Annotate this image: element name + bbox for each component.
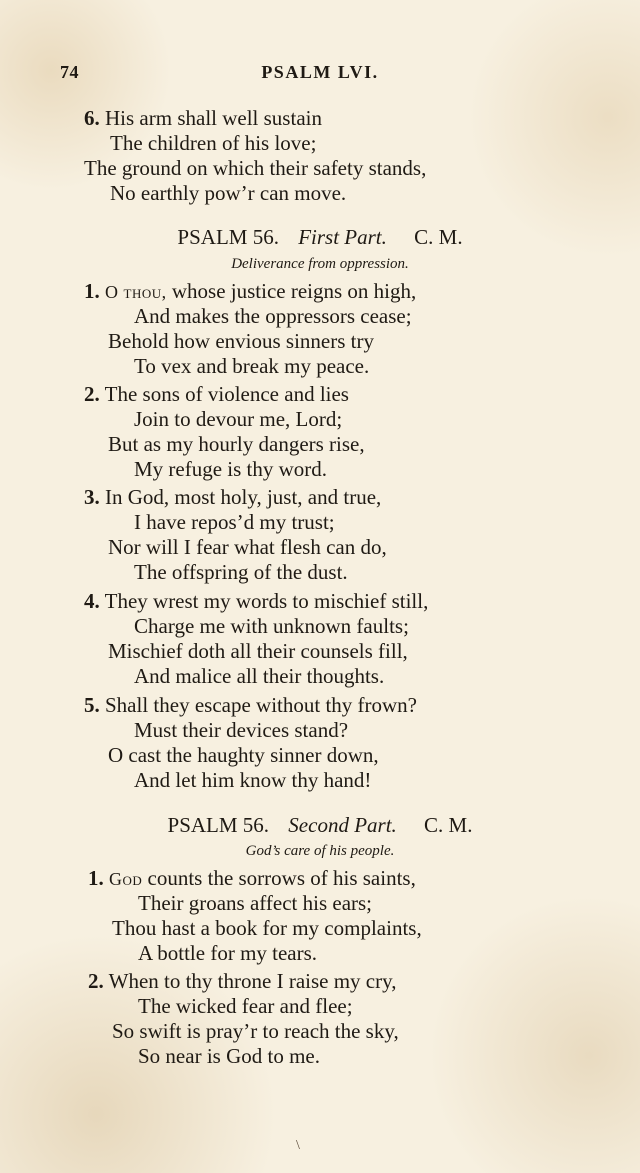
verse-first-line (84, 382, 349, 406)
verse-caps-opening: O thou, (105, 282, 167, 302)
verse-line: No earthly pow’r can move. (110, 181, 347, 205)
verse-line: Join to devour me, Lord; (134, 407, 343, 431)
verse-number: 4. (84, 589, 100, 613)
meter-label: C. M. (424, 813, 473, 837)
verse-number: 2. (84, 382, 100, 406)
verse-number: 3. (84, 485, 100, 509)
verse-line: Mischief doth all their counsels fill, (108, 639, 408, 663)
verse-line: The offspring of the dust. (134, 560, 348, 584)
verse-line: So near is God to me. (138, 1044, 320, 1068)
verse-number: 5. (84, 693, 100, 717)
verse-line-text: counts the sorrows of his saints, (142, 866, 416, 890)
verse-line: To vex and break my peace. (134, 354, 370, 378)
verse-line: I have repos’d my trust; (134, 510, 335, 534)
verse-first-line (84, 693, 417, 717)
verse-line: Must their devices stand? (134, 718, 349, 742)
verse-line: Nor will I fear what flesh can do, (108, 535, 387, 559)
verse-line: Their groans affect his ears; (138, 891, 373, 915)
verse-first-line (84, 279, 416, 304)
verse-first-line (88, 866, 416, 891)
verse-line: And makes the oppressors cease; (134, 304, 412, 328)
verse-line-text: His arm shall well sustain (105, 106, 322, 130)
psalm-number: PSALM 56. (177, 225, 279, 249)
meter-label: C. M. (414, 225, 463, 249)
verse-number: 2. (88, 969, 104, 993)
verse-line: But as my hourly dangers rise, (108, 432, 365, 456)
verse-line: A bottle for my tears. (138, 941, 318, 965)
part-two-heading (0, 813, 640, 838)
verse-line: And malice all their thoughts. (134, 664, 385, 688)
verse-line-text: The sons of violence and lies (104, 382, 349, 406)
verse-line-text: They wrest my words to mischief still, (104, 589, 429, 613)
verse-line: O cast the haughty sinner down, (108, 743, 379, 767)
verse-first-line (84, 589, 428, 613)
ink-speck: \ (296, 1138, 300, 1153)
verse-first-line (84, 485, 381, 509)
verse-line: Behold how envious sinners try (108, 329, 374, 353)
verse-number: 1. (88, 866, 104, 890)
psalm-number: PSALM 56. (167, 813, 270, 837)
verse-line-text: When to thy throne I raise my cry, (108, 969, 397, 993)
verse-first-line (88, 969, 397, 993)
part-label: First Part. (298, 225, 387, 249)
part-label: Second Part. (288, 813, 397, 837)
verse-line: The ground on which their safety stands, (84, 156, 427, 180)
part-one-heading (0, 225, 640, 250)
part-two-subtitle: God’s care of his people. (245, 843, 395, 859)
verse-first-line (84, 106, 322, 130)
verse-line: And let him know thy hand! (134, 768, 372, 792)
page-number: 74 (60, 62, 79, 82)
running-title: PSALM LVI. (261, 62, 379, 82)
verse-number: 6. (84, 106, 100, 130)
verse-line-text: In God, most holy, just, and true, (105, 485, 382, 509)
verse-line: The children of his love; (110, 131, 317, 155)
verse-caps-opening: God (109, 869, 143, 889)
verse-line: Thou hast a book for my complaints, (112, 916, 422, 940)
verse-line: My refuge is thy word. (134, 457, 328, 481)
verse-line-text: whose justice reigns on high, (166, 279, 417, 303)
verse-line-text: Shall they escape without thy frown? (105, 693, 418, 717)
part-one-subtitle: Deliverance from oppression. (231, 256, 409, 272)
verse-line: The wicked fear and flee; (138, 994, 353, 1018)
verse-line: So swift is pray’r to reach the sky, (112, 1019, 399, 1043)
verse-number: 1. (84, 279, 100, 303)
verse-line: Charge me with unknown faults; (134, 614, 409, 638)
running-head (0, 62, 640, 88)
